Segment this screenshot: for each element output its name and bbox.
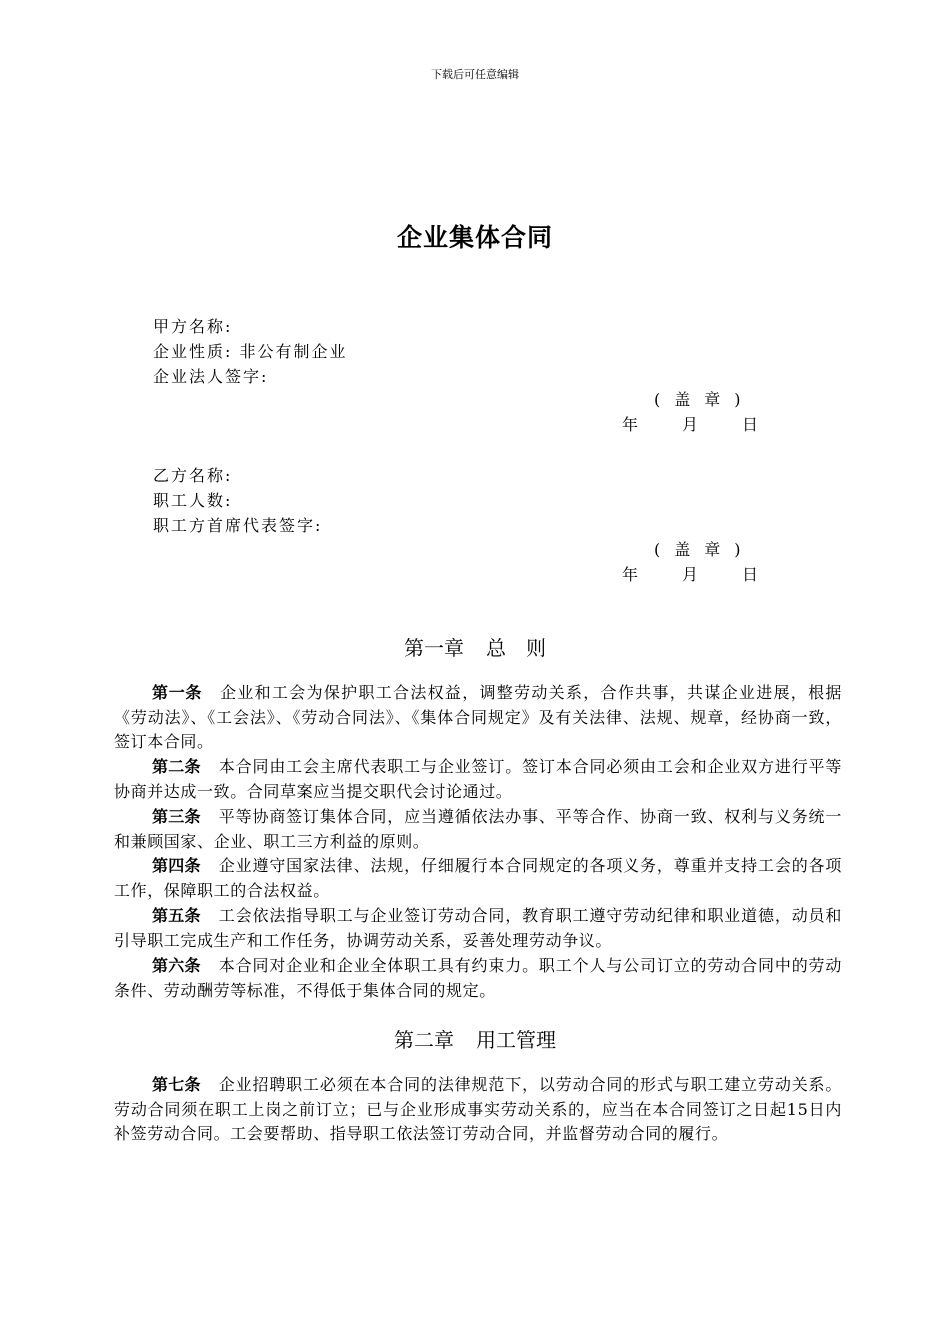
party-b-name-label: 乙方名称: <box>153 466 233 485</box>
chapter-number: 第一章 <box>404 636 464 660</box>
party-b-date <box>622 562 802 585</box>
article-text: 企业遵守国家法律、法规，仔细履行本合同规定的各项义务，尊重并支持工会的各项工作，保障职工的合法权益。 <box>114 856 842 900</box>
seal-open: ( <box>654 390 663 409</box>
article-number: 第三条 <box>152 807 201 826</box>
party-a-date <box>622 412 802 435</box>
article-number: 第四条 <box>152 856 201 875</box>
seal-close: ) <box>734 540 743 559</box>
article-number: 第七条 <box>152 1075 201 1094</box>
article-text: 本合同对企业和企业全体职工具有约束力。职工个人与公司订立的劳动合同中的劳动条件、劳动酬劳等标准，不得低于集体合同的规定。 <box>114 956 842 1000</box>
header-note: 下载后可任意编辑 <box>431 68 519 81</box>
article-text: 本合同由工会主席代表职工与企业签订。签订本合同必须由工会和企业双方进行平等协商并达成一致。合同草案应当提交职代会讨论通过。 <box>114 757 842 801</box>
article-7 <box>114 1073 842 1147</box>
day-label: 日 <box>742 415 759 434</box>
article-number: 第五条 <box>152 906 201 925</box>
seal-char-2: 章 <box>704 540 723 559</box>
document-title: 企业集体合同 <box>396 223 553 252</box>
seal-open: ( <box>654 540 663 559</box>
party-b-signature-label: 职工方首席代表签字: <box>153 516 323 535</box>
article-text: 平等协商签订集体合同，应当遵循依法办事、平等合作、协商一致、权利与义务统一和兼顾国家、企业、职工三方利益的原则。 <box>114 807 842 851</box>
article-text: 企业和工会为保护职工合法权益，调整劳动关系，合作共事，共谋企业进展，根据《劳动法》、《工会法》、《劳动合同法》、《集体合同规定》及有关法律、法规、规章，经协商一致，签订本合同。 <box>114 683 842 751</box>
chapter-title: 用工管理 <box>476 1028 556 1052</box>
seal-char-2: 章 <box>704 390 723 409</box>
party-a-name-label: 甲方名称: <box>153 317 233 336</box>
month-label: 月 <box>682 565 699 584</box>
year-label: 年 <box>622 565 639 584</box>
article-2 <box>114 755 842 804</box>
party-a-signature-label: 企业法人签字: <box>153 367 269 386</box>
article-number: 第二条 <box>152 757 201 776</box>
year-label: 年 <box>622 415 639 434</box>
article-text: 工会依法指导职工与企业签订劳动合同，教育职工遵守劳动纪律和职业道德，动员和引导职工完成生产和工作任务，协调劳动关系，妥善处理劳动争议。 <box>114 906 842 950</box>
party-a-nature-label: 企业性质: 非公有制企业 <box>153 342 348 361</box>
article-number: 第六条 <box>152 956 201 975</box>
chapter-number: 第二章 <box>394 1028 454 1052</box>
chapter-title: 总 则 <box>486 636 546 660</box>
seal-char-1: 盖 <box>674 540 693 559</box>
article-3 <box>114 805 842 854</box>
day-label: 日 <box>742 565 759 584</box>
article-number: 第一条 <box>152 683 203 702</box>
article-6 <box>114 954 842 1003</box>
article-4 <box>114 854 842 903</box>
party-b-count-label: 职工人数: <box>153 491 233 510</box>
article-1 <box>114 681 842 755</box>
seal-char-1: 盖 <box>674 390 693 409</box>
article-text: 企业招聘职工必须在本合同的法律规范下，以劳动合同的形式与职工建立劳动关系。劳动合同须在职工上岗之前订立；已与企业形成事实劳动关系的，应当在本合同签订之日起15日内补签劳动合同。工会要帮助、指导职工依法签订劳动合同，并监督劳动合同的履行。 <box>114 1075 842 1143</box>
chapter-1-heading <box>0 632 950 661</box>
party-a-seal <box>648 387 749 410</box>
party-b-seal <box>648 537 749 560</box>
month-label: 月 <box>682 415 699 434</box>
chapter-2-heading <box>0 1024 950 1053</box>
article-5 <box>114 904 842 953</box>
seal-close: ) <box>734 390 743 409</box>
